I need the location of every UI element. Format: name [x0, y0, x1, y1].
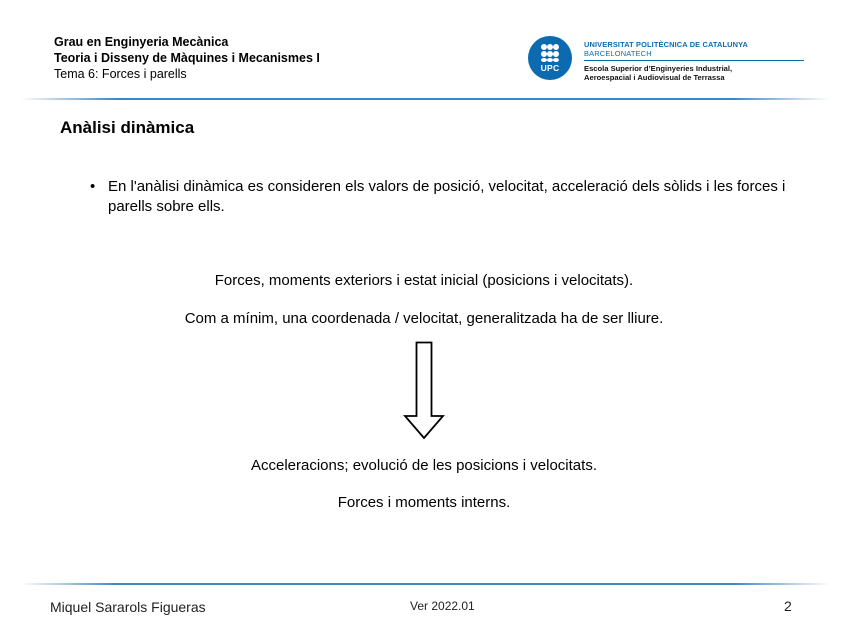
inputs-line: Forces, moments exteriors i estat inicial (posicions i velocitats). — [214, 272, 634, 289]
bullet-icon: • — [90, 178, 96, 195]
page-number: 2 — [784, 598, 792, 614]
course-topic: Tema 6: Forces i parells — [54, 67, 187, 81]
footer-version: Ver 2022.01 — [410, 599, 475, 613]
outputs-line: Acceleracions; evolució de les posicions i velocitats. — [250, 457, 597, 474]
logo-divider — [584, 60, 804, 61]
course-degree: Grau en Enginyeria Mecànica — [54, 35, 229, 49]
slide-title: Anàlisi dinàmica — [60, 118, 195, 137]
footer-author: Miquel Sararols Figueras — [50, 599, 206, 615]
school-name — [584, 64, 732, 82]
course-subject: Teoria i Disseny de Màquines i Mecanismes I — [54, 51, 320, 65]
internal-forces-line: Forces i moments interns. — [337, 494, 511, 511]
constraint-line: Com a mínim, una coordenada / velocitat, generalitzada ha de ser lliure. — [184, 310, 664, 327]
school-line-1: Escola Superior d’Enginyeries Industrial, — [584, 64, 733, 73]
footer-divider — [20, 583, 830, 585]
university-name: UNIVERSITAT POLITÈCNICA DE CATALUNYA — [584, 40, 749, 49]
down-arrow-icon — [403, 341, 445, 441]
school-line-2: Aeroespacial i Audiovisual de Terrassa — [584, 73, 725, 82]
upc-logo-icon — [528, 36, 572, 80]
bullet-item — [90, 177, 790, 217]
upc-badge-text: UPC — [540, 63, 560, 73]
bullet-text: En l'anàlisi dinàmica es consideren els valors de posició, velocitat, acceleració dels sòlids i les forces i parells sobre ells. — [108, 178, 786, 215]
university-subtitle: BARCELONATECH — [584, 49, 652, 58]
course-header — [54, 34, 320, 82]
header-divider — [20, 98, 830, 100]
